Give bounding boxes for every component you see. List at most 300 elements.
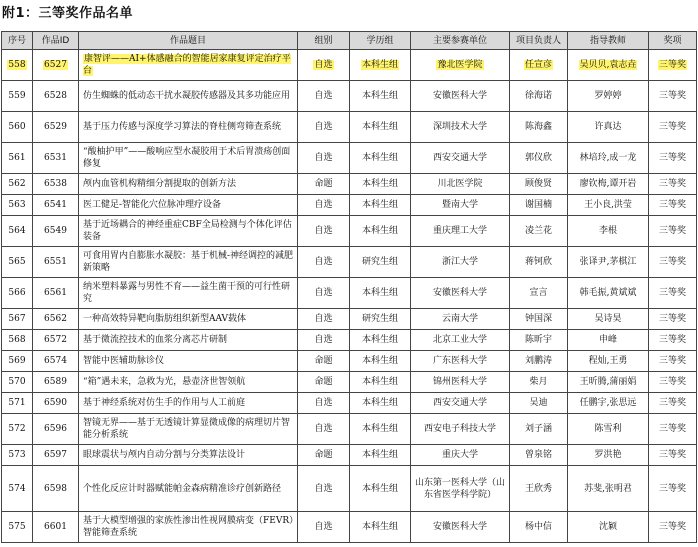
cell-teacher-text: 李根 bbox=[598, 226, 617, 236]
cell-teacher bbox=[568, 445, 649, 466]
cell-leader bbox=[510, 309, 568, 330]
cell-level-text: 本科生组 bbox=[361, 60, 398, 70]
cell-id bbox=[33, 372, 79, 393]
cell-group bbox=[298, 393, 350, 414]
table-row bbox=[2, 351, 697, 372]
cell-leader-text: 曾泉铭 bbox=[524, 450, 552, 460]
cell-group bbox=[298, 278, 350, 309]
cell-teacher-text: 罗洪艳 bbox=[594, 450, 622, 460]
cell-leader bbox=[510, 393, 568, 414]
cell-award-text: 三等奖 bbox=[658, 200, 686, 210]
cell-id-text: 6597 bbox=[44, 450, 67, 460]
cell-level-text: 本科生组 bbox=[361, 153, 398, 163]
cell-unit bbox=[411, 112, 510, 143]
cell-award-text: 三等奖 bbox=[658, 335, 686, 345]
cell-no-text: 573 bbox=[8, 450, 26, 460]
table-row bbox=[2, 247, 697, 278]
cell-group bbox=[298, 143, 350, 174]
cell-level bbox=[350, 278, 411, 309]
cell-teacher-text: 沈颖 bbox=[598, 522, 617, 532]
cell-id bbox=[33, 330, 79, 351]
cell-group bbox=[298, 512, 350, 543]
cell-award-text: 三等奖 bbox=[658, 122, 686, 132]
table-row bbox=[2, 372, 697, 393]
cell-level-text: 本科生组 bbox=[361, 522, 398, 532]
cell-group-text: 自选 bbox=[314, 200, 333, 210]
cell-leader-text: 陈昕宇 bbox=[524, 335, 552, 345]
cell-teacher bbox=[568, 143, 649, 174]
cell-level bbox=[350, 309, 411, 330]
cell-teacher bbox=[568, 414, 649, 445]
cell-teacher-text: 王昕腾,蒲丽娟 bbox=[579, 377, 637, 387]
cell-group bbox=[298, 351, 350, 372]
cell-teacher-text: 陈雪利 bbox=[594, 424, 622, 434]
cell-level-text: 本科生组 bbox=[361, 335, 398, 345]
col-header-leader: 项目负责人 bbox=[510, 32, 568, 50]
cell-no-text: 567 bbox=[8, 314, 26, 324]
cell-unit-text: 山东第一医科大学（山东省医学科学院） bbox=[414, 477, 505, 500]
cell-level bbox=[350, 195, 411, 216]
cell-title bbox=[79, 466, 298, 512]
cell-level bbox=[350, 216, 411, 247]
cell-group bbox=[298, 330, 350, 351]
cell-teacher bbox=[568, 466, 649, 512]
cell-leader bbox=[510, 50, 568, 81]
cell-teacher bbox=[568, 393, 649, 414]
page-title: 附1：三等奖作品名单 bbox=[2, 6, 134, 21]
cell-award bbox=[649, 512, 697, 543]
cell-level bbox=[350, 512, 411, 543]
cell-group-text: 命题 bbox=[314, 377, 333, 387]
cell-id bbox=[33, 112, 79, 143]
cell-teacher bbox=[568, 278, 649, 309]
cell-teacher bbox=[568, 50, 649, 81]
award-table bbox=[1, 31, 697, 543]
cell-award-text: 三等奖 bbox=[658, 314, 686, 324]
cell-title-text: 基于微流控技术的血浆分离芯片研制 bbox=[83, 335, 228, 345]
cell-level-text: 本科生组 bbox=[361, 398, 398, 408]
cell-unit bbox=[411, 466, 510, 512]
cell-title-text: 医工健足-智能化穴位脉冲理疗设备 bbox=[83, 200, 222, 210]
cell-no-text: 572 bbox=[8, 424, 26, 434]
cell-no-text: 570 bbox=[8, 377, 26, 387]
cell-level bbox=[350, 81, 411, 112]
cell-no-text: 560 bbox=[8, 122, 26, 132]
cell-award-text: 三等奖 bbox=[658, 60, 686, 70]
col-header-id: 作品ID bbox=[33, 32, 79, 50]
cell-group bbox=[298, 466, 350, 512]
cell-leader bbox=[510, 247, 568, 278]
cell-id bbox=[33, 81, 79, 112]
cell-no bbox=[2, 112, 33, 143]
table-body bbox=[2, 50, 697, 543]
cell-unit bbox=[411, 351, 510, 372]
col-header-unit: 主要参赛单位 bbox=[411, 32, 510, 50]
cell-unit-text: 锦州医科大学 bbox=[432, 377, 487, 387]
cell-level-text: 本科生组 bbox=[361, 122, 398, 132]
cell-level bbox=[350, 466, 411, 512]
cell-level bbox=[350, 174, 411, 195]
cell-level bbox=[350, 50, 411, 81]
cell-award bbox=[649, 445, 697, 466]
cell-leader-text: 柴月 bbox=[529, 377, 548, 387]
cell-id-text: 6601 bbox=[44, 522, 67, 532]
cell-group-text: 自选 bbox=[314, 226, 333, 236]
cell-unit bbox=[411, 81, 510, 112]
cell-teacher bbox=[568, 512, 649, 543]
cell-id-text: 6562 bbox=[44, 314, 67, 324]
cell-leader bbox=[510, 112, 568, 143]
cell-no-text: 565 bbox=[8, 257, 26, 267]
table-row bbox=[2, 512, 697, 543]
cell-level-text: 本科生组 bbox=[361, 179, 398, 189]
cell-unit bbox=[411, 216, 510, 247]
cell-level bbox=[350, 372, 411, 393]
cell-id bbox=[33, 278, 79, 309]
cell-teacher bbox=[568, 351, 649, 372]
table-row bbox=[2, 466, 697, 512]
cell-unit bbox=[411, 174, 510, 195]
cell-group-text: 自选 bbox=[314, 314, 333, 324]
cell-unit-text: 安徽医科大学 bbox=[432, 91, 487, 101]
cell-leader-text: 徐海诺 bbox=[524, 91, 552, 101]
cell-no-text: 559 bbox=[8, 91, 26, 101]
table-row bbox=[2, 393, 697, 414]
col-header-teacher: 指导教师 bbox=[568, 32, 649, 50]
cell-leader bbox=[510, 216, 568, 247]
cell-leader-text: 刘子涵 bbox=[524, 424, 552, 434]
cell-title-text: “箱”遇未来，急救为光，悬壶济世智领航 bbox=[83, 377, 246, 387]
cell-level-text: 本科生组 bbox=[361, 91, 398, 101]
cell-award-text: 三等奖 bbox=[658, 153, 686, 163]
cell-title bbox=[79, 143, 298, 174]
cell-level bbox=[350, 330, 411, 351]
cell-title-text: 康智评——AI+体感融合的智能居家康复评定治疗平台 bbox=[83, 54, 291, 76]
cell-id bbox=[33, 393, 79, 414]
cell-award-text: 三等奖 bbox=[658, 398, 686, 408]
cell-group-text: 命题 bbox=[314, 356, 333, 366]
cell-unit bbox=[411, 143, 510, 174]
cell-no bbox=[2, 330, 33, 351]
cell-id-text: 6574 bbox=[44, 356, 67, 366]
cell-unit-text: 安徽医科大学 bbox=[432, 288, 487, 298]
cell-teacher bbox=[568, 247, 649, 278]
cell-group-text: 自选 bbox=[314, 483, 333, 494]
cell-level-text: 研究生组 bbox=[361, 314, 398, 324]
table-row bbox=[2, 445, 697, 466]
cell-id bbox=[33, 445, 79, 466]
cell-unit-text: 广东医科大学 bbox=[432, 356, 487, 366]
table-header-row bbox=[2, 32, 697, 50]
cell-id-text: 6549 bbox=[44, 226, 67, 236]
cell-group-text: 自选 bbox=[314, 335, 333, 345]
cell-id-text: 6531 bbox=[44, 153, 67, 163]
cell-leader bbox=[510, 143, 568, 174]
cell-group bbox=[298, 112, 350, 143]
cell-level-text: 本科生组 bbox=[361, 226, 398, 236]
cell-leader bbox=[510, 81, 568, 112]
cell-teacher-text: 苏斐,张明君 bbox=[584, 483, 632, 494]
cell-group bbox=[298, 414, 350, 445]
cell-level-text: 本科生组 bbox=[361, 450, 398, 460]
col-header-level: 学历组 bbox=[350, 32, 411, 50]
cell-group-text: 自选 bbox=[314, 522, 333, 532]
cell-no bbox=[2, 247, 33, 278]
cell-unit-text: 安徽医科大学 bbox=[432, 522, 487, 532]
cell-id bbox=[33, 143, 79, 174]
cell-leader bbox=[510, 195, 568, 216]
cell-award bbox=[649, 216, 697, 247]
cell-teacher-text: 吴贝贝,袁志垚 bbox=[579, 60, 637, 70]
table-row bbox=[2, 50, 697, 81]
cell-award bbox=[649, 174, 697, 195]
cell-title bbox=[79, 216, 298, 247]
cell-unit bbox=[411, 247, 510, 278]
cell-title bbox=[79, 351, 298, 372]
cell-group-text: 自选 bbox=[314, 122, 333, 132]
cell-id bbox=[33, 216, 79, 247]
table-row bbox=[2, 216, 697, 247]
cell-unit-text: 深圳技术大学 bbox=[432, 122, 487, 132]
cell-award bbox=[649, 414, 697, 445]
cell-leader-text: 吴迪 bbox=[529, 398, 548, 408]
cell-title-text: 仿生蜘蛛的低动态干扰水凝胶传感器及其多功能应用 bbox=[83, 91, 291, 101]
cell-level-text: 本科生组 bbox=[361, 200, 398, 210]
cell-award bbox=[649, 195, 697, 216]
cell-id bbox=[33, 512, 79, 543]
cell-no-text: 574 bbox=[8, 483, 26, 494]
cell-id bbox=[33, 50, 79, 81]
cell-id-text: 6561 bbox=[44, 288, 67, 298]
cell-title-text: 基于神经系统对仿生手的作用与人工前庭 bbox=[83, 398, 246, 408]
cell-group bbox=[298, 81, 350, 112]
cell-award-text: 三等奖 bbox=[658, 450, 686, 460]
cell-no-text: 558 bbox=[8, 60, 26, 70]
cell-no bbox=[2, 216, 33, 247]
cell-title bbox=[79, 393, 298, 414]
cell-no bbox=[2, 195, 33, 216]
cell-unit bbox=[411, 309, 510, 330]
cell-group bbox=[298, 216, 350, 247]
cell-no-text: 571 bbox=[8, 398, 26, 408]
cell-no bbox=[2, 512, 33, 543]
cell-teacher bbox=[568, 174, 649, 195]
cell-teacher bbox=[568, 112, 649, 143]
cell-title bbox=[79, 174, 298, 195]
cell-leader bbox=[510, 466, 568, 512]
cell-no bbox=[2, 414, 33, 445]
cell-award-text: 三等奖 bbox=[658, 424, 686, 434]
cell-award bbox=[649, 466, 697, 512]
cell-group-text: 自选 bbox=[314, 257, 333, 267]
cell-level-text: 本科生组 bbox=[361, 356, 398, 366]
cell-id-text: 6541 bbox=[44, 200, 67, 210]
cell-leader-text: 王欣秀 bbox=[524, 483, 552, 494]
cell-id bbox=[33, 466, 79, 512]
cell-award-text: 三等奖 bbox=[658, 377, 686, 387]
cell-group-text: 自选 bbox=[314, 398, 333, 408]
cell-title-text: 个性化反应计时器赋能帕金森病精准诊疗创新路径 bbox=[83, 483, 282, 494]
cell-leader bbox=[510, 278, 568, 309]
cell-id-text: 6529 bbox=[44, 122, 67, 132]
cell-leader-text: 刘鹏涛 bbox=[524, 356, 552, 366]
cell-title bbox=[79, 414, 298, 445]
cell-unit bbox=[411, 195, 510, 216]
cell-level bbox=[350, 445, 411, 466]
cell-teacher bbox=[568, 216, 649, 247]
cell-leader bbox=[510, 372, 568, 393]
cell-title bbox=[79, 195, 298, 216]
cell-level-text: 研究生组 bbox=[361, 257, 398, 267]
cell-id bbox=[33, 247, 79, 278]
cell-no bbox=[2, 50, 33, 81]
cell-unit bbox=[411, 393, 510, 414]
cell-leader-text: 钟国深 bbox=[524, 314, 552, 324]
cell-teacher bbox=[568, 309, 649, 330]
cell-level-text: 本科生组 bbox=[361, 483, 398, 494]
cell-unit bbox=[411, 278, 510, 309]
cell-title-text: 智能中医辅助脉诊仪 bbox=[83, 356, 165, 366]
cell-unit bbox=[411, 414, 510, 445]
cell-group bbox=[298, 50, 350, 81]
cell-level-text: 本科生组 bbox=[361, 377, 398, 387]
cell-group-text: 自选 bbox=[314, 288, 333, 298]
cell-id-text: 6528 bbox=[44, 91, 67, 101]
cell-title-text: 可食用胃内自膨胀水凝胶：基于机械-神经调控的减肥新策略 bbox=[83, 251, 294, 273]
col-header-group: 组别 bbox=[298, 32, 350, 50]
cell-unit bbox=[411, 330, 510, 351]
cell-award bbox=[649, 330, 697, 351]
cell-award bbox=[649, 143, 697, 174]
cell-no bbox=[2, 81, 33, 112]
cell-no-text: 562 bbox=[8, 179, 26, 189]
cell-group-text: 自选 bbox=[314, 91, 333, 101]
cell-award-text: 三等奖 bbox=[658, 356, 686, 366]
cell-title-text: 基于压力传感与深度学习算法的脊柱侧弯筛查系统 bbox=[83, 122, 282, 132]
cell-id-text: 6551 bbox=[44, 257, 67, 267]
cell-title bbox=[79, 372, 298, 393]
cell-unit-text: 重庆大学 bbox=[441, 450, 478, 460]
cell-level-text: 本科生组 bbox=[361, 424, 398, 434]
cell-unit-text: 暨南大学 bbox=[441, 200, 478, 210]
cell-teacher bbox=[568, 81, 649, 112]
cell-title bbox=[79, 330, 298, 351]
cell-award bbox=[649, 50, 697, 81]
cell-teacher-text: 韩毛振,黄斌斌 bbox=[579, 288, 637, 298]
cell-title-text: 颅内血管机构精细分割提取的创新方法 bbox=[83, 179, 237, 189]
cell-leader bbox=[510, 445, 568, 466]
cell-title bbox=[79, 247, 298, 278]
cell-level bbox=[350, 414, 411, 445]
cell-leader bbox=[510, 174, 568, 195]
cell-title bbox=[79, 50, 298, 81]
cell-level bbox=[350, 112, 411, 143]
cell-teacher-text: 廖钦梅,谭开岩 bbox=[579, 179, 637, 189]
table-row bbox=[2, 174, 697, 195]
cell-leader bbox=[510, 330, 568, 351]
table-row bbox=[2, 414, 697, 445]
cell-id-text: 6538 bbox=[44, 179, 67, 189]
cell-no bbox=[2, 309, 33, 330]
cell-award bbox=[649, 247, 697, 278]
cell-unit bbox=[411, 372, 510, 393]
cell-award-text: 三等奖 bbox=[658, 179, 686, 189]
cell-teacher-text: 罗婷婷 bbox=[594, 91, 622, 101]
cell-leader-text: 谢国楠 bbox=[524, 200, 552, 210]
cell-id-text: 6589 bbox=[44, 377, 67, 387]
cell-teacher bbox=[568, 195, 649, 216]
cell-leader-text: 杨中信 bbox=[524, 522, 552, 532]
cell-award bbox=[649, 278, 697, 309]
cell-award-text: 三等奖 bbox=[658, 257, 686, 267]
cell-leader bbox=[510, 512, 568, 543]
cell-group bbox=[298, 445, 350, 466]
cell-id-text: 6590 bbox=[44, 398, 67, 408]
cell-level bbox=[350, 393, 411, 414]
cell-no-text: 575 bbox=[8, 522, 26, 532]
col-header-title: 作品题目 bbox=[79, 32, 298, 50]
cell-unit bbox=[411, 445, 510, 466]
cell-award-text: 三等奖 bbox=[658, 522, 686, 532]
cell-award-text: 三等奖 bbox=[658, 226, 686, 236]
cell-teacher-text: 程灿,王勇 bbox=[588, 356, 628, 366]
cell-unit-text: 西安交通大学 bbox=[432, 398, 487, 408]
cell-title bbox=[79, 81, 298, 112]
cell-title bbox=[79, 512, 298, 543]
cell-teacher bbox=[568, 330, 649, 351]
col-header-no: 序号 bbox=[2, 32, 33, 50]
cell-id bbox=[33, 174, 79, 195]
cell-id-text: 6598 bbox=[44, 483, 67, 494]
cell-award-text: 三等奖 bbox=[658, 91, 686, 101]
cell-unit-text: 川北医学院 bbox=[437, 179, 483, 189]
cell-award bbox=[649, 112, 697, 143]
cell-no bbox=[2, 278, 33, 309]
cell-leader-text: 任宣彦 bbox=[524, 60, 552, 70]
cell-no bbox=[2, 393, 33, 414]
cell-no-text: 566 bbox=[8, 288, 26, 298]
cell-award bbox=[649, 309, 697, 330]
cell-group bbox=[298, 247, 350, 278]
cell-id bbox=[33, 414, 79, 445]
table-row bbox=[2, 81, 697, 112]
cell-unit-text: 浙江大学 bbox=[441, 257, 478, 267]
col-header-award: 奖项 bbox=[649, 32, 697, 50]
cell-level-text: 本科生组 bbox=[361, 288, 398, 298]
table-row bbox=[2, 309, 697, 330]
cell-id bbox=[33, 195, 79, 216]
cell-id bbox=[33, 351, 79, 372]
cell-group bbox=[298, 195, 350, 216]
cell-teacher-text: 张译尹,茅棋江 bbox=[579, 257, 637, 267]
cell-level bbox=[350, 351, 411, 372]
cell-award bbox=[649, 393, 697, 414]
cell-teacher-text: 申峰 bbox=[598, 335, 617, 345]
cell-unit bbox=[411, 50, 510, 81]
cell-title-text: 基于大模型增强的家族性渗出性视网膜病变（FEVR）智能筛查系统 bbox=[83, 516, 294, 538]
cell-no bbox=[2, 351, 33, 372]
cell-title bbox=[79, 278, 298, 309]
cell-unit-text: 西安电子科技大学 bbox=[423, 424, 496, 434]
table-row bbox=[2, 330, 697, 351]
cell-award bbox=[649, 351, 697, 372]
cell-group-text: 命题 bbox=[314, 450, 333, 460]
cell-group-text: 命题 bbox=[314, 179, 333, 189]
cell-unit bbox=[411, 512, 510, 543]
cell-unit-text: 云南大学 bbox=[441, 314, 478, 324]
cell-no bbox=[2, 143, 33, 174]
cell-title-text: “酸柚护甲”——酸响应型水凝胶用于术后胃溃疡创面修复 bbox=[83, 147, 291, 169]
